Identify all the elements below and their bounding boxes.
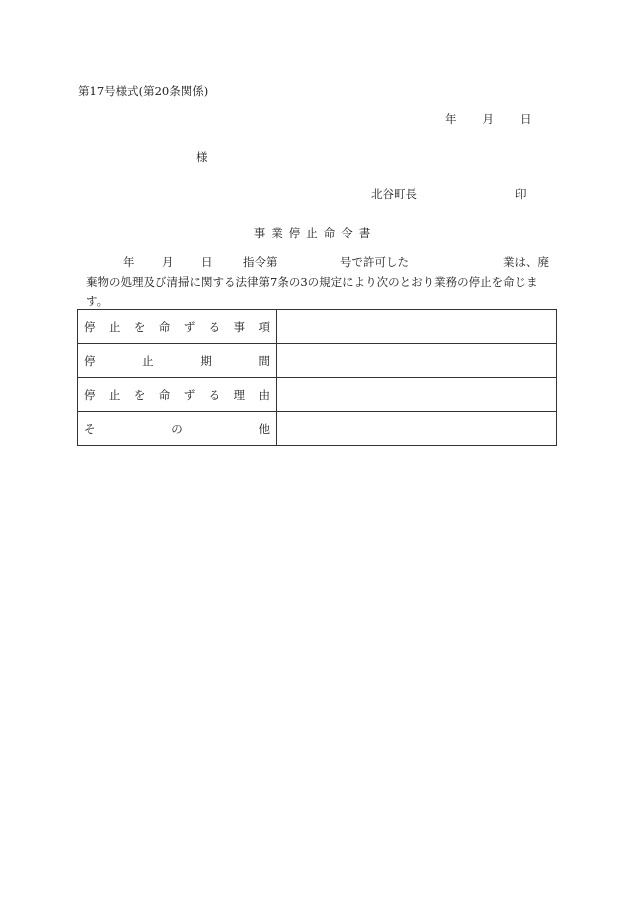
row-label: そ の 他 <box>84 421 270 436</box>
addressee-suffix: 様 <box>196 150 208 164</box>
body-line-3: す。 <box>86 294 109 308</box>
row-value-cell <box>277 378 557 412</box>
row-label-cell <box>78 412 277 446</box>
permitted-label: 号で許可した <box>340 255 409 269</box>
table-row <box>78 412 557 446</box>
row-label: 停 止 を 命 ず る 理 由 <box>84 387 270 402</box>
table-row <box>78 344 557 378</box>
table-row <box>78 378 557 412</box>
order-details-table <box>77 309 557 446</box>
row-label-cell <box>78 344 277 378</box>
issue-date <box>445 114 532 126</box>
body-line-2: 棄物の処理及び清掃に関する法律第7条の3の規定により次のとおり業務の停止を命じま <box>86 275 538 289</box>
date-month-label: 月 <box>482 112 494 126</box>
row-value-cell <box>277 344 557 378</box>
row-label-cell <box>78 310 277 344</box>
directive-label: 指令第 <box>243 255 278 269</box>
row-label: 停 止 期 間 <box>84 353 270 368</box>
date-year-label: 年 <box>445 112 457 126</box>
row-label-cell <box>78 378 277 412</box>
seal-mark: 印 <box>515 187 527 201</box>
body-line-1 <box>78 252 556 272</box>
row-label: 停 止 を 命 ず る 事 項 <box>84 319 270 334</box>
row-value-cell <box>277 412 557 446</box>
date-day-label: 日 <box>520 112 532 126</box>
body-month-label: 月 <box>162 255 174 269</box>
business-label: 業は、廃 <box>503 255 549 269</box>
form-number: 第17号様式(第20条関係) <box>78 84 209 98</box>
issuer-name: 北谷町長 <box>371 187 417 201</box>
document-title: 事業停止命令書 <box>253 226 377 240</box>
row-value-cell <box>277 310 557 344</box>
body-year-label: 年 <box>123 255 135 269</box>
body-day-label: 日 <box>201 255 213 269</box>
table-row <box>78 310 557 344</box>
